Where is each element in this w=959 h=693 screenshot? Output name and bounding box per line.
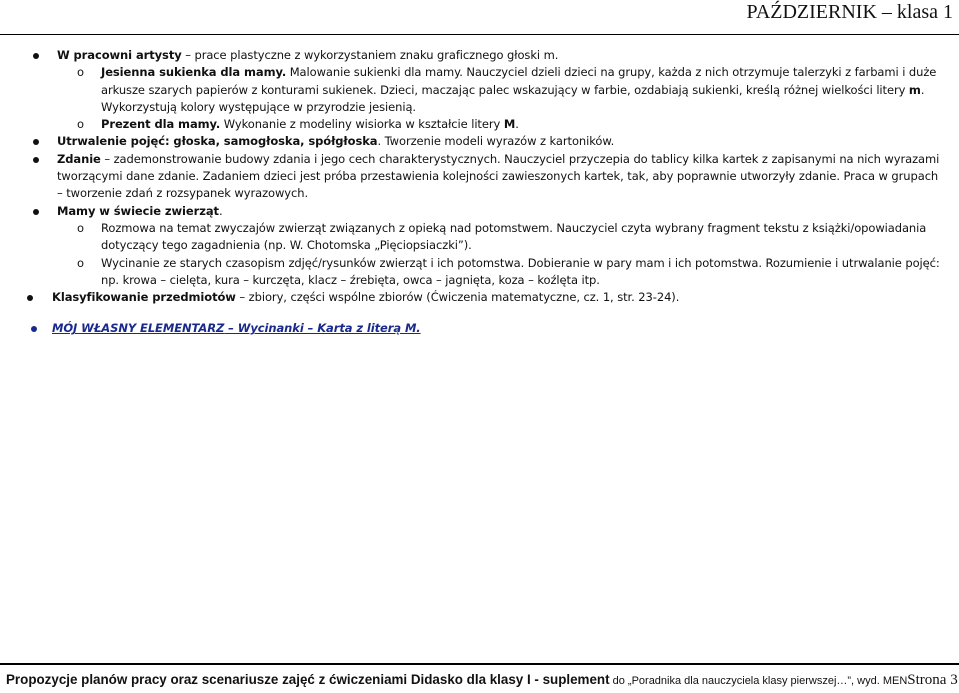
list-item (0, 151, 959, 203)
sub-list-item (0, 255, 959, 290)
footer-publication: Propozycje planów pracy oraz scenariusze zajęć z ćwiczeniami Didasko dla klasy I - suplement (6, 672, 610, 687)
spacer (0, 306, 959, 320)
list-item (0, 289, 959, 306)
page-number: Strona 3 (907, 672, 958, 688)
sub-list-item (0, 220, 959, 255)
item-heading: MÓJ WŁASNY ELEMENTARZ (52, 321, 225, 336)
item-bold-letter: m (908, 82, 921, 97)
page-title: PAŹDZIERNIK – klasa 1 (746, 1, 953, 23)
sub-list-item (0, 116, 959, 133)
footer-reference: do „Poradnika dla nauczyciela klasy pierwszej…”, wyd. MEN (609, 675, 908, 687)
item-heading: Utrwalenie pojęć: głoska, samogłoska, spółgłoska (57, 134, 378, 149)
item-bold-letter: M (503, 117, 516, 132)
footer-divider (0, 663, 959, 665)
circle-marker-icon: o (77, 220, 84, 235)
item-heading: Zdanie (57, 151, 101, 166)
circle-marker-icon: o (77, 255, 84, 270)
item-text: . (218, 203, 223, 218)
list-item-own-primer (0, 320, 959, 337)
lesson-plan-list (0, 47, 959, 338)
item-text: Wykonanie z modeliny wisiorka w kształcie litery (220, 117, 504, 132)
item-text: Rozmowa na temat zwyczajów zwierząt związanych z opieką nad potomstwem. Nauczyciel czyta wybrany fragment tekstu z książki/opowiadania dotyczący tego zagadnienia (np. W. Chotomska „Pięciopsiaczki”). (101, 220, 927, 253)
item-text: – zbiory, części wspólne zbiorów (Ćwiczenia matematyczne, cz. 1, str. 23-24). (235, 290, 680, 305)
bullet-icon (33, 209, 39, 215)
circle-marker-icon: o (77, 65, 84, 80)
item-text-continued: . Wykorzystują kolory występujące w przyrodzie jesienią. (101, 82, 925, 114)
footer-source (6, 672, 907, 687)
circle-marker-icon: o (77, 117, 84, 132)
bullet-icon (27, 295, 33, 301)
item-heading: W pracowni artysty (57, 48, 182, 62)
bullet-icon (31, 326, 37, 332)
item-text: – prace plastyczne z wykorzystaniem znaku graficznego głoski m. (181, 48, 559, 62)
item-text: – Wycinanki – Karta z literą M. (224, 321, 421, 336)
list-item (0, 133, 959, 150)
item-text: . Tworzenie modeli wyrazów z kartoników. (377, 134, 615, 149)
item-text: – zademonstrowanie budowy zdania i jego cech charakterystycznych. Nauczyciel przyczepia do tablicy kilka kartek z zapisanymi na nich wyrazami tworzącymi dane zdanie. Zadaniem dzieci jest próba przestawienia kolejności zawieszonych kartek, tak, aby poprawnie utworzyły zdanie. Praca w grupach – tworzenie zdań z rozsypanek wyrazowych. (57, 151, 940, 201)
item-text: Malowanie sukienki dla mamy. Nauczyciel dzieli dzieci na grupy, każda z nich otrzymuje talerzyki z farbami i duże arkusze szarych papierów z konturami sukienek. Dzieci, maczając palec wskazujący w farbie, ozdabiają sukienki, kreślą różnej wielkości litery (101, 65, 937, 97)
bullet-icon (33, 53, 39, 59)
bullet-icon (33, 139, 39, 145)
list-item (0, 203, 959, 220)
item-heading: Jesienna sukienka dla mamy. (101, 65, 287, 80)
item-heading: Klasyfikowanie przedmiotów (52, 290, 236, 305)
header-divider (0, 34, 959, 35)
list-item (0, 47, 959, 64)
sub-list-item (0, 64, 959, 116)
item-text-continued: . (515, 117, 519, 132)
footer (6, 672, 958, 689)
bullet-icon (33, 157, 39, 163)
item-heading: Prezent dla mamy. (101, 117, 221, 132)
item-heading: Mamy w świecie zwierząt (57, 203, 219, 218)
item-text: Wycinanie ze starych czasopism zdjęć/rysunków zwierząt i ich potomstwa. Dobieranie w pary mam i ich potomstwa. Rozumienie i utrwalanie pojęć: np. krowa – cielęta, kura – kurczęta, klacz – źrebięta, owca – jagnięta, koza – koźlęta itp. (101, 255, 940, 287)
